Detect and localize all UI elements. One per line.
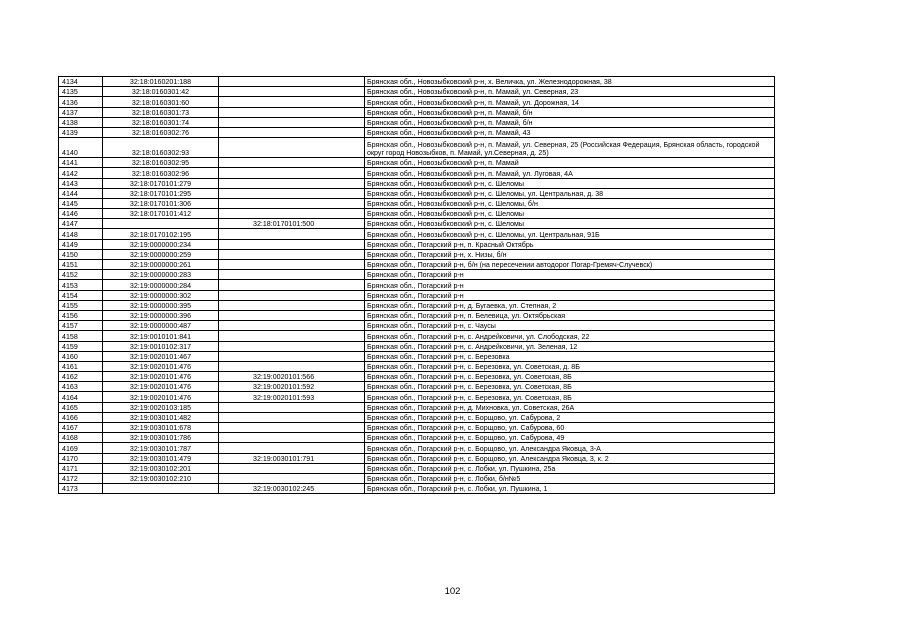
cell-cadastral-number: 32:18:0160301:42 <box>103 87 219 97</box>
cell-cadastral-number-2: 32:19:0020101:593 <box>219 392 365 402</box>
table-row <box>59 351 775 361</box>
cell-address: Брянская обл., Погарский р-н, с. Лобки, ул. Пушкина, 25а <box>365 463 775 473</box>
cell-cadastral-number: 32:19:0030102:210 <box>103 473 219 483</box>
table-row <box>59 463 775 473</box>
cell-cadastral-number-2 <box>219 412 365 422</box>
table-row <box>59 473 775 483</box>
cell-cadastral-number-2 <box>219 97 365 107</box>
cell-address: Брянская обл., Новозыбковский р-н, п. Мамай, б/н <box>365 117 775 127</box>
cell-address: Брянская обл., Новозыбковский р-н, с. Шеломы <box>365 219 775 229</box>
cell-row-number: 4158 <box>59 331 103 341</box>
cell-cadastral-number-2 <box>219 138 365 158</box>
cell-address: Брянская обл., Погарский р-н, с. Борщово, ул. Александра Яковца, 3, к. 2 <box>365 453 775 463</box>
cell-cadastral-number-2 <box>219 463 365 473</box>
cell-row-number: 4139 <box>59 127 103 137</box>
table-row <box>59 412 775 422</box>
cell-address: Брянская обл., Погарский р-н <box>365 280 775 290</box>
cell-cadastral-number: 32:18:0170101:412 <box>103 209 219 219</box>
cell-cadastral-number-2 <box>219 290 365 300</box>
table-row <box>59 290 775 300</box>
cell-row-number: 4162 <box>59 372 103 382</box>
cell-cadastral-number: 32:18:0160302:95 <box>103 158 219 168</box>
cell-address: Брянская обл., Погарский р-н, с. Борщово, ул. Александра Яковца, 3-А <box>365 443 775 453</box>
cell-address: Брянская обл., Погарский р-н, с. Борщово, ул. Сабурова, 49 <box>365 433 775 443</box>
table-row <box>59 178 775 188</box>
cell-cadastral-number-2 <box>219 423 365 433</box>
cell-cadastral-number <box>103 219 219 229</box>
cell-cadastral-number: 32:19:0000000:395 <box>103 300 219 310</box>
cell-cadastral-number: 32:19:0000000:487 <box>103 321 219 331</box>
cell-address: Брянская обл., Новозыбковский р-н, с. Шеломы, ул. Центральная, д. 38 <box>365 188 775 198</box>
cell-cadastral-number-2 <box>219 168 365 178</box>
cell-address: Брянская обл., Погарский р-н, д. Михновка, ул. Советская, 26А <box>365 402 775 412</box>
cell-cadastral-number-2 <box>219 117 365 127</box>
cell-row-number: 4153 <box>59 280 103 290</box>
cell-address: Брянская обл., Новозыбковский р-н, п. Мамай, ул. Северная, 23 <box>365 87 775 97</box>
cell-cadastral-number: 32:19:0020101:476 <box>103 372 219 382</box>
cell-address: Брянская обл., Погарский р-н, х. Низы, б/н <box>365 249 775 259</box>
cell-address: Брянская обл., Погарский р-н, с. Лобки, б/н№5 <box>365 473 775 483</box>
cell-cadastral-number-2 <box>219 300 365 310</box>
cell-cadastral-number-2 <box>219 280 365 290</box>
cell-cadastral-number-2 <box>219 351 365 361</box>
cell-address: Брянская обл., Погарский р-н, д. Бугаевка, ул. Степная, 2 <box>365 300 775 310</box>
table-row <box>59 453 775 463</box>
cell-cadastral-number-2: 32:19:0030102:245 <box>219 484 365 494</box>
cell-cadastral-number-2 <box>219 229 365 239</box>
cell-cadastral-number: 32:19:0000000:234 <box>103 239 219 249</box>
cell-address: Брянская обл., Новозыбковский р-н, п. Мамай, ул. Дорожная, 14 <box>365 97 775 107</box>
cell-row-number: 4173 <box>59 484 103 494</box>
table-row <box>59 280 775 290</box>
cell-cadastral-number: 32:19:0000000:396 <box>103 310 219 320</box>
register-table-body <box>59 77 775 494</box>
cell-address: Брянская обл., Новозыбковский р-н, с. Шеломы <box>365 209 775 219</box>
cell-address: Брянская обл., Погарский р-н, с. Березовка <box>365 351 775 361</box>
cell-address: Брянская обл., Новозыбковский р-н, х. Величка, ул. Железнодорожная, 38 <box>365 77 775 87</box>
table-row <box>59 484 775 494</box>
cell-row-number: 4161 <box>59 361 103 371</box>
cell-address: Брянская обл., Новозыбковский р-н, с. Шеломы <box>365 178 775 188</box>
table-row <box>59 209 775 219</box>
cell-row-number: 4164 <box>59 392 103 402</box>
cell-address: Брянская обл., Погарский р-н, п. Белевица, ул. Октябрьская <box>365 310 775 320</box>
cell-row-number: 4157 <box>59 321 103 331</box>
cell-row-number: 4168 <box>59 433 103 443</box>
cell-cadastral-number: 32:18:0160302:93 <box>103 138 219 158</box>
cell-cadastral-number: 32:18:0170101:306 <box>103 198 219 208</box>
table-row <box>59 107 775 117</box>
cell-row-number: 4146 <box>59 209 103 219</box>
cell-cadastral-number: 32:18:0160302:96 <box>103 168 219 178</box>
table-row <box>59 239 775 249</box>
cell-cadastral-number-2 <box>219 402 365 412</box>
cell-row-number: 4170 <box>59 453 103 463</box>
cell-cadastral-number: 32:19:0000000:259 <box>103 249 219 259</box>
cell-address: Брянская обл., Погарский р-н, с. Лобки, ул. Пушкина, 1 <box>365 484 775 494</box>
table-row <box>59 443 775 453</box>
cell-address: Брянская обл., Погарский р-н <box>365 270 775 280</box>
cell-row-number: 4147 <box>59 219 103 229</box>
cell-cadastral-number-2 <box>219 443 365 453</box>
cell-cadastral-number: 32:18:0170102:195 <box>103 229 219 239</box>
cell-address: Брянская обл., Погарский р-н, с. Борщово, ул. Сабурова, 60 <box>365 423 775 433</box>
page-number: 102 <box>444 586 461 597</box>
cell-cadastral-number: 32:19:0030102:201 <box>103 463 219 473</box>
table-row <box>59 138 775 158</box>
cell-row-number: 4150 <box>59 249 103 259</box>
cell-row-number: 4141 <box>59 158 103 168</box>
cell-row-number: 4167 <box>59 423 103 433</box>
cell-cadastral-number-2 <box>219 107 365 117</box>
cell-cadastral-number: 32:19:0000000:283 <box>103 270 219 280</box>
cell-cadastral-number: 32:18:0160301:74 <box>103 117 219 127</box>
cell-row-number: 4136 <box>59 97 103 107</box>
cell-cadastral-number-2 <box>219 433 365 443</box>
table-row <box>59 331 775 341</box>
table-row <box>59 117 775 127</box>
cell-row-number: 4145 <box>59 198 103 208</box>
table-row <box>59 310 775 320</box>
cell-cadastral-number-2 <box>219 361 365 371</box>
cell-row-number: 4134 <box>59 77 103 87</box>
cell-cadastral-number: 32:19:0000000:284 <box>103 280 219 290</box>
cell-address: Брянская обл., Погарский р-н, с. Березовка, ул. Советская, 8Б <box>365 372 775 382</box>
cell-address: Брянская обл., Новозыбковский р-н, п. Мамай, б/н <box>365 107 775 117</box>
cell-cadastral-number-2 <box>219 188 365 198</box>
cell-cadastral-number-2 <box>219 239 365 249</box>
cell-row-number: 4143 <box>59 178 103 188</box>
table-row <box>59 270 775 280</box>
cell-cadastral-number-2 <box>219 260 365 270</box>
cell-cadastral-number: 32:18:0160301:60 <box>103 97 219 107</box>
table-row <box>59 321 775 331</box>
cell-cadastral-number-2 <box>219 270 365 280</box>
cell-address: Брянская обл., Погарский р-н, с. Березовка, ул. Советская, д. 8Б <box>365 361 775 371</box>
cell-cadastral-number-2 <box>219 87 365 97</box>
cell-row-number: 4172 <box>59 473 103 483</box>
cell-cadastral-number-2 <box>219 158 365 168</box>
cell-cadastral-number-2: 32:19:0030101:791 <box>219 453 365 463</box>
cell-cadastral-number: 32:19:0010101:841 <box>103 331 219 341</box>
cell-cadastral-number: 32:19:0020101:476 <box>103 382 219 392</box>
cell-row-number: 4142 <box>59 168 103 178</box>
table-row <box>59 127 775 137</box>
cell-cadastral-number-2: 32:19:0020101:592 <box>219 382 365 392</box>
cell-row-number: 4152 <box>59 270 103 280</box>
cell-address: Брянская обл., Погарский р-н, с. Чаусы <box>365 321 775 331</box>
table-row <box>59 158 775 168</box>
table-row <box>59 341 775 351</box>
table-row <box>59 77 775 87</box>
cell-row-number: 4171 <box>59 463 103 473</box>
table-row <box>59 402 775 412</box>
cell-cadastral-number-2 <box>219 127 365 137</box>
cell-address: Брянская обл., Новозыбковский р-н, п. Мамай, ул. Северная, 25 (Российская Федерация, Брянская область, городской округ город Новозыбков, п. Мамай, ул.Северная, д. 25) <box>365 138 775 158</box>
table-row <box>59 423 775 433</box>
cell-address: Брянская обл., Новозыбковский р-н, с. Шеломы, б/н <box>365 198 775 208</box>
cell-row-number: 4144 <box>59 188 103 198</box>
cell-cadastral-number: 32:19:0030101:786 <box>103 433 219 443</box>
cell-row-number: 4155 <box>59 300 103 310</box>
table-row <box>59 168 775 178</box>
cell-row-number: 4169 <box>59 443 103 453</box>
cell-cadastral-number-2 <box>219 331 365 341</box>
cell-cadastral-number: 32:19:0030101:787 <box>103 443 219 453</box>
cell-row-number: 4149 <box>59 239 103 249</box>
cell-cadastral-number: 32:19:0020103:185 <box>103 402 219 412</box>
cell-row-number: 4135 <box>59 87 103 97</box>
table-row <box>59 249 775 259</box>
cell-row-number: 4163 <box>59 382 103 392</box>
cell-address: Брянская обл., Погарский р-н, с. Андрейковичи, ул. Слободская, 22 <box>365 331 775 341</box>
table-row <box>59 87 775 97</box>
cell-cadastral-number-2 <box>219 77 365 87</box>
cell-cadastral-number <box>103 484 219 494</box>
cell-row-number: 4160 <box>59 351 103 361</box>
cell-row-number: 4154 <box>59 290 103 300</box>
table-row <box>59 229 775 239</box>
cell-cadastral-number-2 <box>219 209 365 219</box>
cell-address: Брянская обл., Погарский р-н, с. Борщово, ул. Сабурова, 2 <box>365 412 775 422</box>
cell-cadastral-number: 32:18:0160201:188 <box>103 77 219 87</box>
cell-cadastral-number-2 <box>219 198 365 208</box>
table-row <box>59 361 775 371</box>
cell-address: Брянская обл., Новозыбковский р-н, п. Мамай, ул. Луговая, 4А <box>365 168 775 178</box>
cell-cadastral-number: 32:19:0020101:476 <box>103 361 219 371</box>
cell-cadastral-number: 32:19:0000000:261 <box>103 260 219 270</box>
cell-address: Брянская обл., Новозыбковский р-н, с. Шеломы, ул. Центральная, 91Б <box>365 229 775 239</box>
cell-cadastral-number-2 <box>219 310 365 320</box>
cell-address: Брянская обл., Погарский р-н, б/н (на пересечении автодорог Погар-Гремяч-Случевск) <box>365 260 775 270</box>
cell-cadastral-number: 32:18:0170101:295 <box>103 188 219 198</box>
table-row <box>59 392 775 402</box>
cell-row-number: 4138 <box>59 117 103 127</box>
cell-row-number: 4140 <box>59 138 103 158</box>
cell-address: Брянская обл., Новозыбковский р-н, п. Мамай, 43 <box>365 127 775 137</box>
cell-cadastral-number-2: 32:19:0020101:566 <box>219 372 365 382</box>
cell-cadastral-number: 32:18:0160301:73 <box>103 107 219 117</box>
table-row <box>59 433 775 443</box>
cell-cadastral-number-2 <box>219 249 365 259</box>
table-row <box>59 97 775 107</box>
cell-cadastral-number: 32:19:0030101:678 <box>103 423 219 433</box>
table-row <box>59 382 775 392</box>
cell-row-number: 4165 <box>59 402 103 412</box>
table-row <box>59 260 775 270</box>
cell-cadastral-number: 32:19:0020101:467 <box>103 351 219 361</box>
cell-address: Брянская обл., Новозыбковский р-н, п. Мамай <box>365 158 775 168</box>
cell-cadastral-number: 32:19:0020101:476 <box>103 392 219 402</box>
cell-row-number: 4148 <box>59 229 103 239</box>
table-row <box>59 300 775 310</box>
table-row <box>59 372 775 382</box>
cell-cadastral-number-2: 32:18:0170101:500 <box>219 219 365 229</box>
cell-row-number: 4137 <box>59 107 103 117</box>
table-row <box>59 219 775 229</box>
cell-cadastral-number: 32:18:0160302:76 <box>103 127 219 137</box>
cell-cadastral-number-2 <box>219 321 365 331</box>
cell-address: Брянская обл., Погарский р-н, п. Красный Октябрь <box>365 239 775 249</box>
cell-cadastral-number-2 <box>219 178 365 188</box>
cell-row-number: 4166 <box>59 412 103 422</box>
cell-cadastral-number: 32:19:0030101:482 <box>103 412 219 422</box>
cell-address: Брянская обл., Погарский р-н, с. Березовка, ул. Советская, 8Б <box>365 392 775 402</box>
cell-row-number: 4159 <box>59 341 103 351</box>
cell-address: Брянская обл., Погарский р-н <box>365 290 775 300</box>
register-table <box>58 76 775 494</box>
cell-row-number: 4151 <box>59 260 103 270</box>
cell-address: Брянская обл., Погарский р-н, с. Березовка, ул. Советская, 8Б <box>365 382 775 392</box>
cell-row-number: 4156 <box>59 310 103 320</box>
table-row <box>59 188 775 198</box>
cell-address: Брянская обл., Погарский р-н, с. Андрейковичи, ул. Зеленая, 12 <box>365 341 775 351</box>
cell-cadastral-number: 32:19:0030101:479 <box>103 453 219 463</box>
table-row <box>59 198 775 208</box>
cell-cadastral-number: 32:19:0010102:317 <box>103 341 219 351</box>
cell-cadastral-number: 32:19:0000000:302 <box>103 290 219 300</box>
cell-cadastral-number: 32:18:0170101:279 <box>103 178 219 188</box>
cell-cadastral-number-2 <box>219 473 365 483</box>
cell-cadastral-number-2 <box>219 341 365 351</box>
